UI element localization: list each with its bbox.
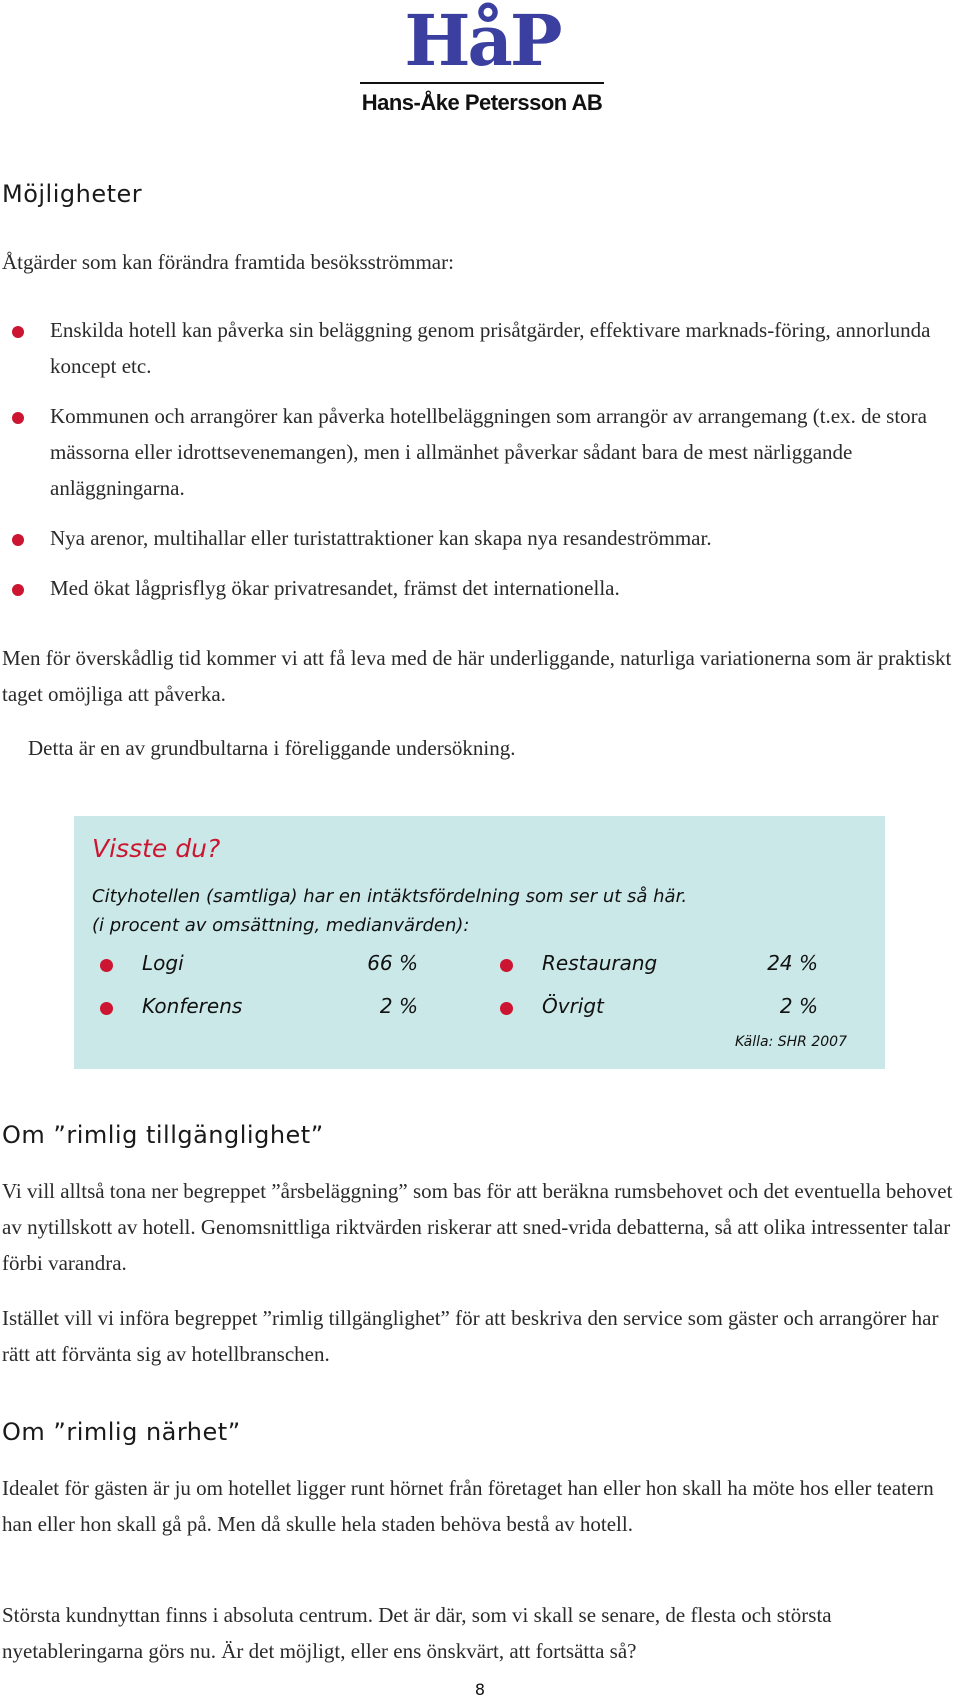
body-paragraph: Vi vill alltså tona ner begreppet ”årsbeläggning” som bas för att beräkna rumsbehovet och det eventuella behovet av nytillskott av hotell. Genomsnittliga riktvärden riskerar att sned-vrida debatterna, så att olika intressenter talar förbi varandra. <box>2 1179 953 1275</box>
list-item-text: Med ökat lågprisflyg ökar privatresandet, främst det internationella. <box>50 576 620 600</box>
list-item-text: Enskilda hotell kan påverka sin beläggning genom prisåtgärder, effektivare marknads-föring, annorlunda koncept etc. <box>50 318 931 378</box>
intro-text: Åtgärder som kan förändra framtida besöksströmmar: <box>2 250 454 274</box>
list-item <box>0 398 940 506</box>
bullet-dot-icon <box>12 584 24 596</box>
list-item-text: Kommunen och arrangörer kan påverka hotellbeläggningen som arrangör av arrangemang (t.ex. de stora mässorna eller idrottsevenemangen), men i allmänhet påverkar sådant bara de mest närliggande anläggningarna. <box>50 404 927 500</box>
bullet-dot-icon <box>12 534 24 546</box>
list-item <box>0 520 940 556</box>
fact-item-value: 2 % <box>779 994 818 1018</box>
fact-box-line-2: (i procent av omsättning, medianvärden): <box>92 915 470 936</box>
note-paragraph: Detta är en av grundbultarna i föreliggande undersökning. <box>28 736 516 760</box>
bullet-dot-icon <box>100 959 113 972</box>
list-item-text: Nya arenor, multihallar eller turistattraktioner kan skapa nya resandeströmmar. <box>50 526 712 550</box>
list-item <box>0 312 940 384</box>
fact-item-value: 24 % <box>767 951 818 975</box>
fact-item-label: Övrigt <box>542 994 604 1018</box>
list-item <box>0 570 940 606</box>
body-paragraph: Istället vill vi införa begreppet ”rimlig tillgänglighet” för att beskriva den service som gäster och arrangörer har rätt att förvänta sig av hotellbranschen. <box>2 1306 939 1366</box>
source-note: Källa: SHR 2007 <box>734 1034 847 1050</box>
body-paragraph: Idealet för gästen är ju om hotellet ligger runt hörnet från företaget han eller hon skall ha möte hos eller teatern han eller hon skall gå på. Men då skulle hela staden behöva bestå av hotell. <box>2 1476 934 1536</box>
bullet-dot-icon <box>500 959 513 972</box>
logo-company-name: Hans-Åke Petersson AB <box>361 90 603 115</box>
fact-item-ovrigt <box>500 994 818 1022</box>
section-heading-mojligheter: Möjligheter <box>2 180 143 208</box>
fact-item-label: Restaurang <box>542 951 658 975</box>
bullet-dot-icon <box>100 1002 113 1015</box>
fact-item-label: Logi <box>142 951 184 975</box>
fact-item-logi <box>100 951 418 979</box>
fact-item-restaurang <box>500 951 818 979</box>
bullet-dot-icon <box>12 326 24 338</box>
logo-mark: HåP <box>404 0 560 82</box>
fact-item-value: 2 % <box>379 994 418 1018</box>
section-heading-narhet: Om ”rimlig närhet” <box>2 1418 241 1446</box>
company-logo <box>360 2 604 116</box>
body-paragraph: Största kundnyttan finns i absoluta centrum. Det är där, som vi skall se senare, de flesta och största nyetableringarna görs nu. Är det möjligt, eller ens önskvärt, att fortsätta så? <box>2 1603 832 1663</box>
bullet-dot-icon <box>12 412 24 424</box>
body-paragraph: Men för överskådlig tid kommer vi att få leva med de här underliggande, naturliga variationerna som är praktiskt taget omöjliga att påverka. <box>2 646 952 706</box>
section-heading-tillganglighet: Om ”rimlig tillgänglighet” <box>2 1121 324 1149</box>
fact-box-title: Visste du? <box>92 834 221 863</box>
logo-divider <box>360 82 604 84</box>
fact-box-line-1: Cityhotellen (samtliga) har en intäktsfördelning som ser ut så här. <box>92 886 688 907</box>
fact-box <box>74 816 885 1069</box>
fact-item-label: Konferens <box>142 994 243 1018</box>
bullet-dot-icon <box>500 1002 513 1015</box>
page-number: 8 <box>474 1680 486 1699</box>
bullet-list <box>0 312 940 620</box>
fact-item-value: 66 % <box>367 951 418 975</box>
fact-item-konferens <box>100 994 418 1022</box>
